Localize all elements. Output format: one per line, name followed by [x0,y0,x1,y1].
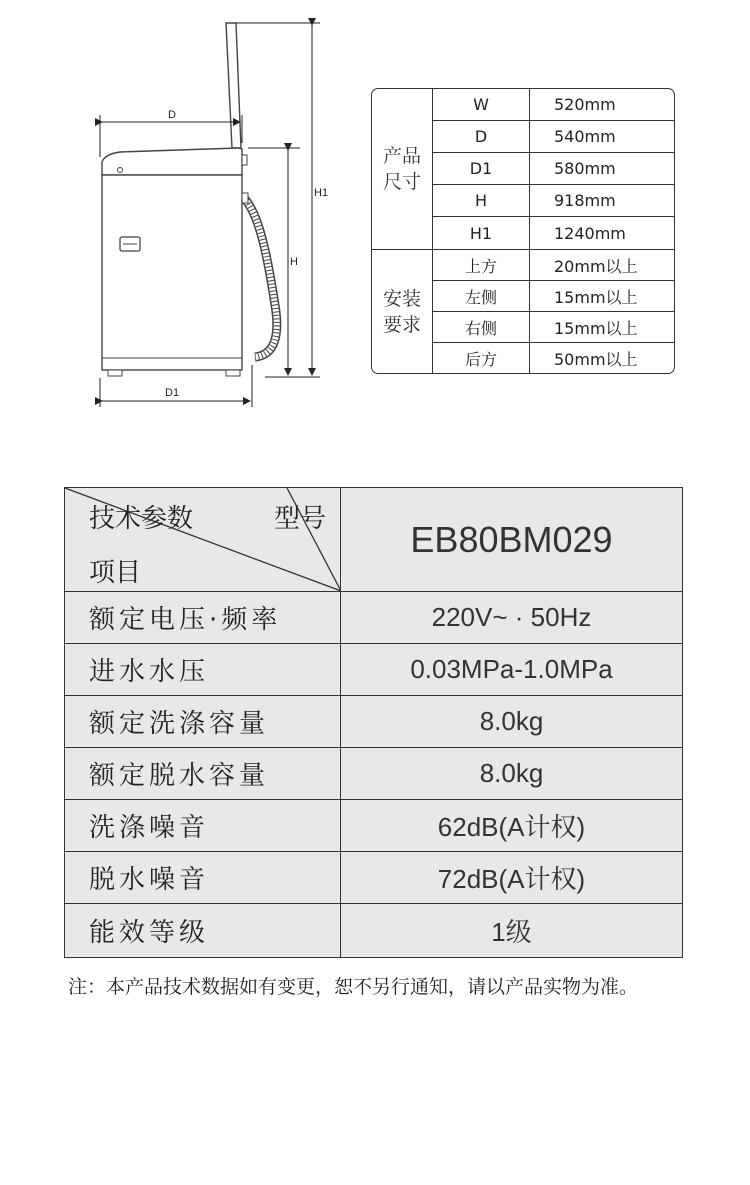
group-label: 安装 要求 [372,250,433,374]
row-key: 洗涤噪音 [65,800,341,851]
row-key: 能效等级 [65,904,341,957]
row-value: 540mm [554,127,616,146]
row-key: H [433,185,530,216]
label-h: H [290,256,298,268]
label-h1: H1 [314,187,329,199]
row-value: 580mm [554,159,616,178]
row-value: 1240mm [554,223,626,243]
row-key: D1 [433,153,530,184]
row-key: 额定脱水容量 [65,748,341,799]
table-row [433,153,674,185]
row-key: 左侧 [433,281,530,311]
row-value: 62dB(A计权) [437,812,586,842]
lid-shape [226,23,241,148]
product-size-group [372,89,674,249]
table-row [433,89,674,121]
row-key: 额定洗涤容量 [65,696,341,747]
label-d: D [168,109,176,121]
row-value: 520mm [554,95,616,114]
row-key: 进水水压 [65,644,341,695]
table-row [65,799,682,851]
table-row [65,851,682,903]
row-value: 72dB(A计权) [437,864,586,894]
row-value: 15mm以上 [554,287,638,307]
header-tech-params: 技术参数 [89,504,194,534]
table-row [433,312,674,343]
row-value: 15mm以上 [554,318,638,338]
row-key: 脱水噪音 [65,852,341,903]
disclaimer-note: 注：本产品技术数据如有变更，恕不另行通知，请以产品实物为准。 [68,976,639,998]
row-value: 220V~ · 50Hz [431,602,592,632]
model-number: EB80BM029 [410,518,613,560]
header-item-label: 项目 [89,558,142,588]
table-row [65,643,682,695]
header-corner-cell [65,488,341,591]
row-key: 右侧 [433,312,530,342]
row-value: 20mm以上 [554,256,638,276]
washing-machine-dimension-diagram [90,15,340,415]
row-key: 额定电压·频率 [65,592,341,643]
table-row [65,903,682,957]
row-value: 8.0kg [479,706,544,736]
row-value: 918mm [554,191,616,210]
row-value: 50mm以上 [554,350,638,369]
table-row [433,250,674,281]
group-label: 产品 尺寸 [372,89,433,249]
row-value: 8.0kg [479,758,544,788]
table-row [65,591,682,643]
row-key: D [433,121,530,152]
row-value: 1级 [491,917,532,947]
table-row [65,695,682,747]
row-key: W [433,89,530,120]
row-value: 0.03MPa-1.0MPa [410,654,613,684]
install-requirement-group [372,250,674,374]
specification-table [64,487,683,958]
dimension-table [371,88,675,374]
top-panel-shape [102,148,242,175]
header-model-label: 型号 [273,504,326,534]
row-key: 上方 [433,250,530,280]
diagram-svg [90,15,340,415]
row-key: H1 [433,217,530,249]
table-row [433,343,674,374]
table-row [433,121,674,153]
row-key: 后方 [433,343,530,374]
label-d1: D1 [165,387,180,399]
table-row [433,281,674,312]
table-row [433,217,674,249]
table-row [65,747,682,799]
cabinet-shape [102,175,242,370]
table-row [433,185,674,217]
